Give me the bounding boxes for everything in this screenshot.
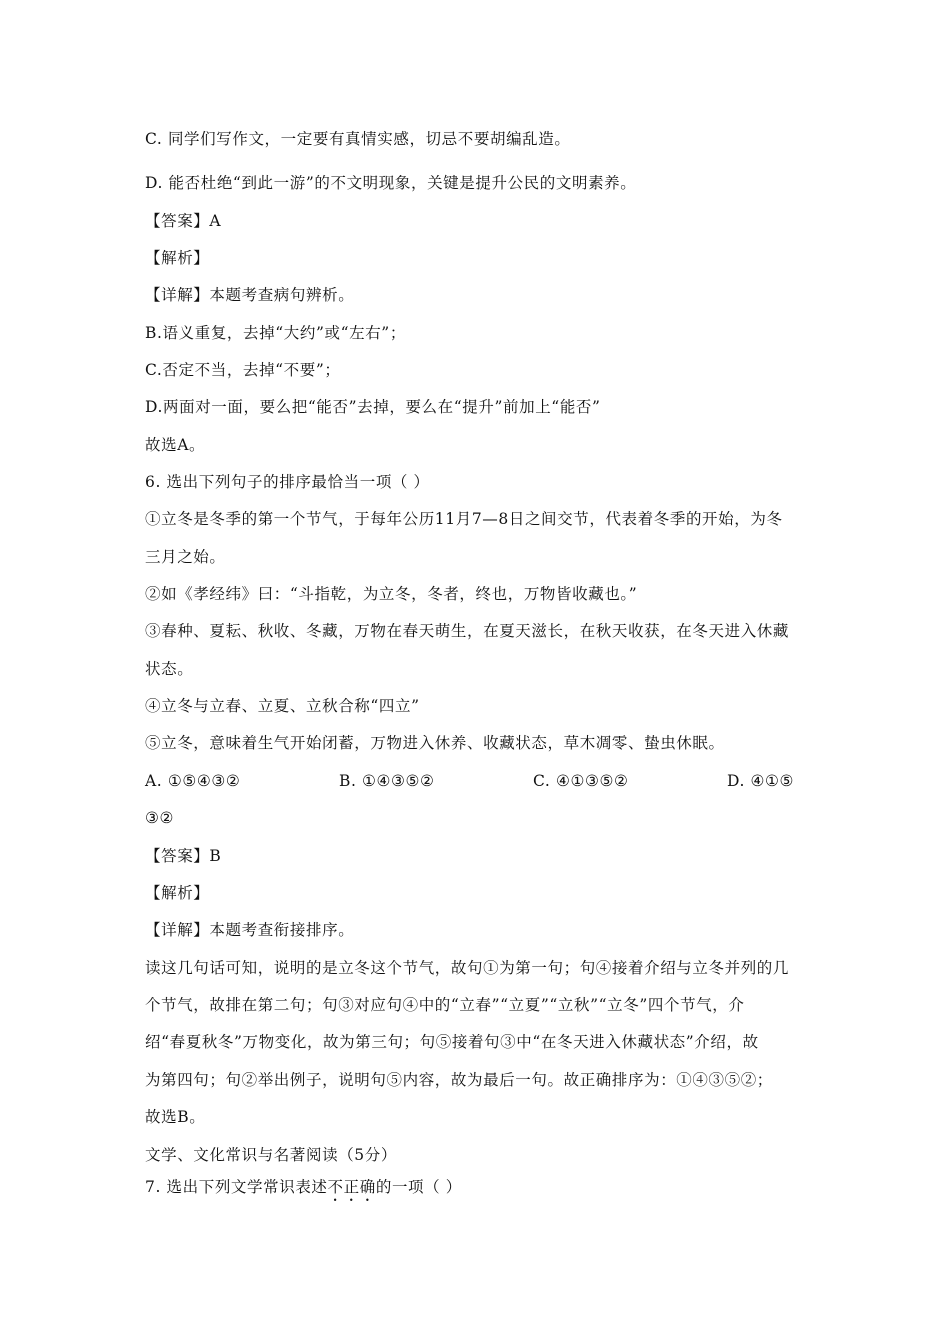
text-line: D. 能否杜绝“到此一游”的不文明现象，关键是提升公民的文明素养。 xyxy=(145,174,637,192)
text-line: 个节气，故排在第二句；句③对应句④中的“立春”“立夏”“立秋”“立冬”四个节气，介 xyxy=(145,996,745,1014)
question-text: 的一项（ ） xyxy=(375,1178,462,1196)
text-line: ⑤立冬，意味着生气开始闭蓄，万物进入休养、收藏状态，草木凋零、蛰虫休眠。 xyxy=(145,734,725,752)
text-line: 为第四句；句②举出例子，说明句⑤内容，故为最后一句。故正确排序为：①④③⑤②； xyxy=(145,1071,773,1089)
text-line: C. 同学们写作文，一定要有真情实感，切忌不要胡编乱造。 xyxy=(145,130,571,148)
answer-label: 【答案】B xyxy=(145,847,222,865)
text-line: D.两面对一面，要么把“能否”去掉，要么在“提升”前加上“能否” xyxy=(145,398,601,416)
text-line: ④立冬与立春、立夏、立秋合称“四立” xyxy=(145,697,420,715)
text-line: ②如《孝经纬》曰：“斗指乾，为立冬，冬者，终也，万物皆收藏也。” xyxy=(145,585,638,603)
text-line: 读这几句话可知，说明的是立冬这个节气，故句①为第一句；句④接着介绍与立冬并列的几 xyxy=(145,959,790,977)
text-line: 故选A。 xyxy=(145,436,206,454)
answer-label: 【答案】A xyxy=(145,212,222,230)
question-title: 6. 选出下列句子的排序最恰当一项（ ） xyxy=(145,473,430,491)
text-line: 三月之始。 xyxy=(145,548,226,566)
text-line: C.否定不当，去掉“不要”； xyxy=(145,361,341,379)
option-d-continued: ③② xyxy=(145,809,174,827)
text-line: 【详解】本题考查衔接排序。 xyxy=(145,921,355,939)
analysis-label: 【解析】 xyxy=(145,884,210,902)
text-line: 状态。 xyxy=(145,660,194,678)
text-line: ③春种、夏耘、秋收、冬藏，万物在春天萌生，在夏天滋长，在秋天收获，在冬天进入休藏 xyxy=(145,622,790,640)
text-line: 绍“春夏秋冬”万物变化，故为第三句；句⑤接着句③中“在冬天进入休藏状态”介绍，故 xyxy=(145,1033,759,1051)
section-heading: 文学、文化常识与名著阅读（5分） xyxy=(145,1146,397,1164)
text-line: B.语义重复，去掉“大约”或“左右”； xyxy=(145,324,406,342)
emphasized-text: 不正确 xyxy=(327,1178,376,1196)
question-text: 7. 选出下列文学常识表述 xyxy=(145,1178,328,1196)
question-title xyxy=(145,1176,462,1205)
text-line: 故选B。 xyxy=(145,1108,206,1126)
option-b: B. ①④③⑤② xyxy=(339,772,435,790)
text-line: ①立冬是冬季的第一个节气，于每年公历11月7—8日之间交节，代表着冬季的开始，为冬 xyxy=(145,510,783,528)
analysis-label: 【解析】 xyxy=(145,249,210,267)
option-c: C. ④①③⑤② xyxy=(533,772,629,790)
option-a: A. ①⑤④③② xyxy=(145,772,241,790)
text-line: 【详解】本题考查病句辨析。 xyxy=(145,286,355,304)
option-d: D. ④①⑤ xyxy=(727,772,795,790)
